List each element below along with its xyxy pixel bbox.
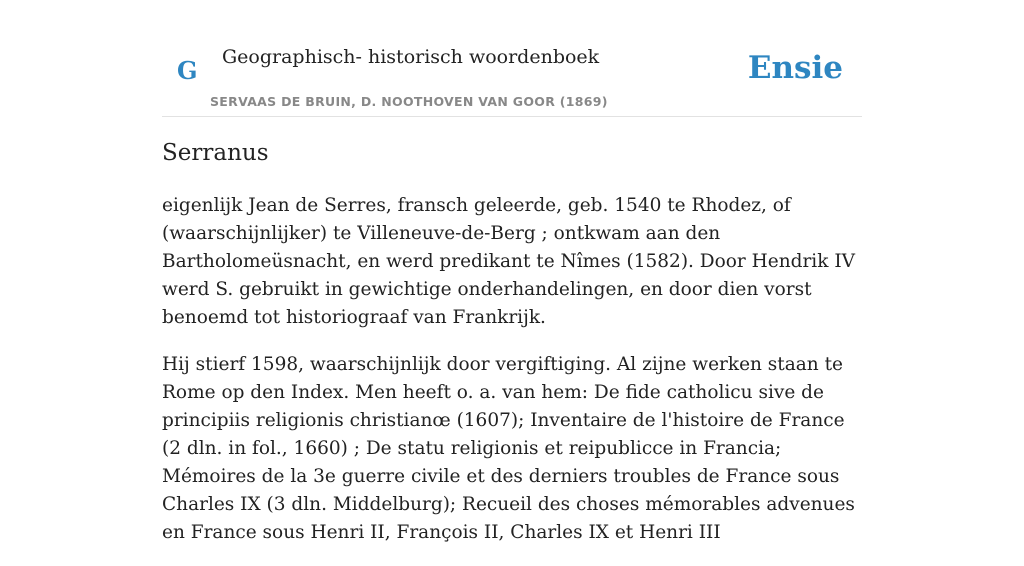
entry-title: Serranus: [162, 140, 269, 166]
entry-paragraph: eigenlijk Jean de Serres, fransch geleerde, geb. 1540 te Rhodez, of (waarschijnlijker) te Villeneuve-de-Berg ; ontkwam aan den Bartholomeüsnacht, en werd predikant te Nîmes (1582). Door Hendrik IV werd S. gebruikt in gewichtige onderhandelingen, en door dien vorst benoemd tot historiograaf van Frankrijk.: [162, 195, 855, 328]
entry-body: [162, 192, 866, 566]
entry-paragraph: Hij stierf 1598, waarschijnlijk door vergiftiging. Al zijne werken staan te Rome op den Index. Men heeft o. a. van hem: De fide catholicu sive de principiis religionis christianœ (1607); Inventaire de l'histoire de France (2 dln. in fol., 1660) ; De statu religionis et reipublicce in Francia; Mémoires de la 3e guerre civile et des derniers troubles de France sous Charles IX (3 dln. Middelburg); Recueil des choses mémorables advenues en France sous Henri II, François II, Charles IX et Henri III: [162, 354, 855, 543]
ensie-brand-logo[interactable]: Ensie: [747, 50, 843, 86]
book-authors: SERVAAS DE BRUIN, D. NOOTHOVEN VAN GOOR (1869): [210, 94, 608, 109]
book-logo-mark[interactable]: G: [177, 56, 198, 85]
book-title-link[interactable]: Geographisch- historisch woordenboek: [222, 46, 600, 68]
header: [162, 36, 862, 117]
